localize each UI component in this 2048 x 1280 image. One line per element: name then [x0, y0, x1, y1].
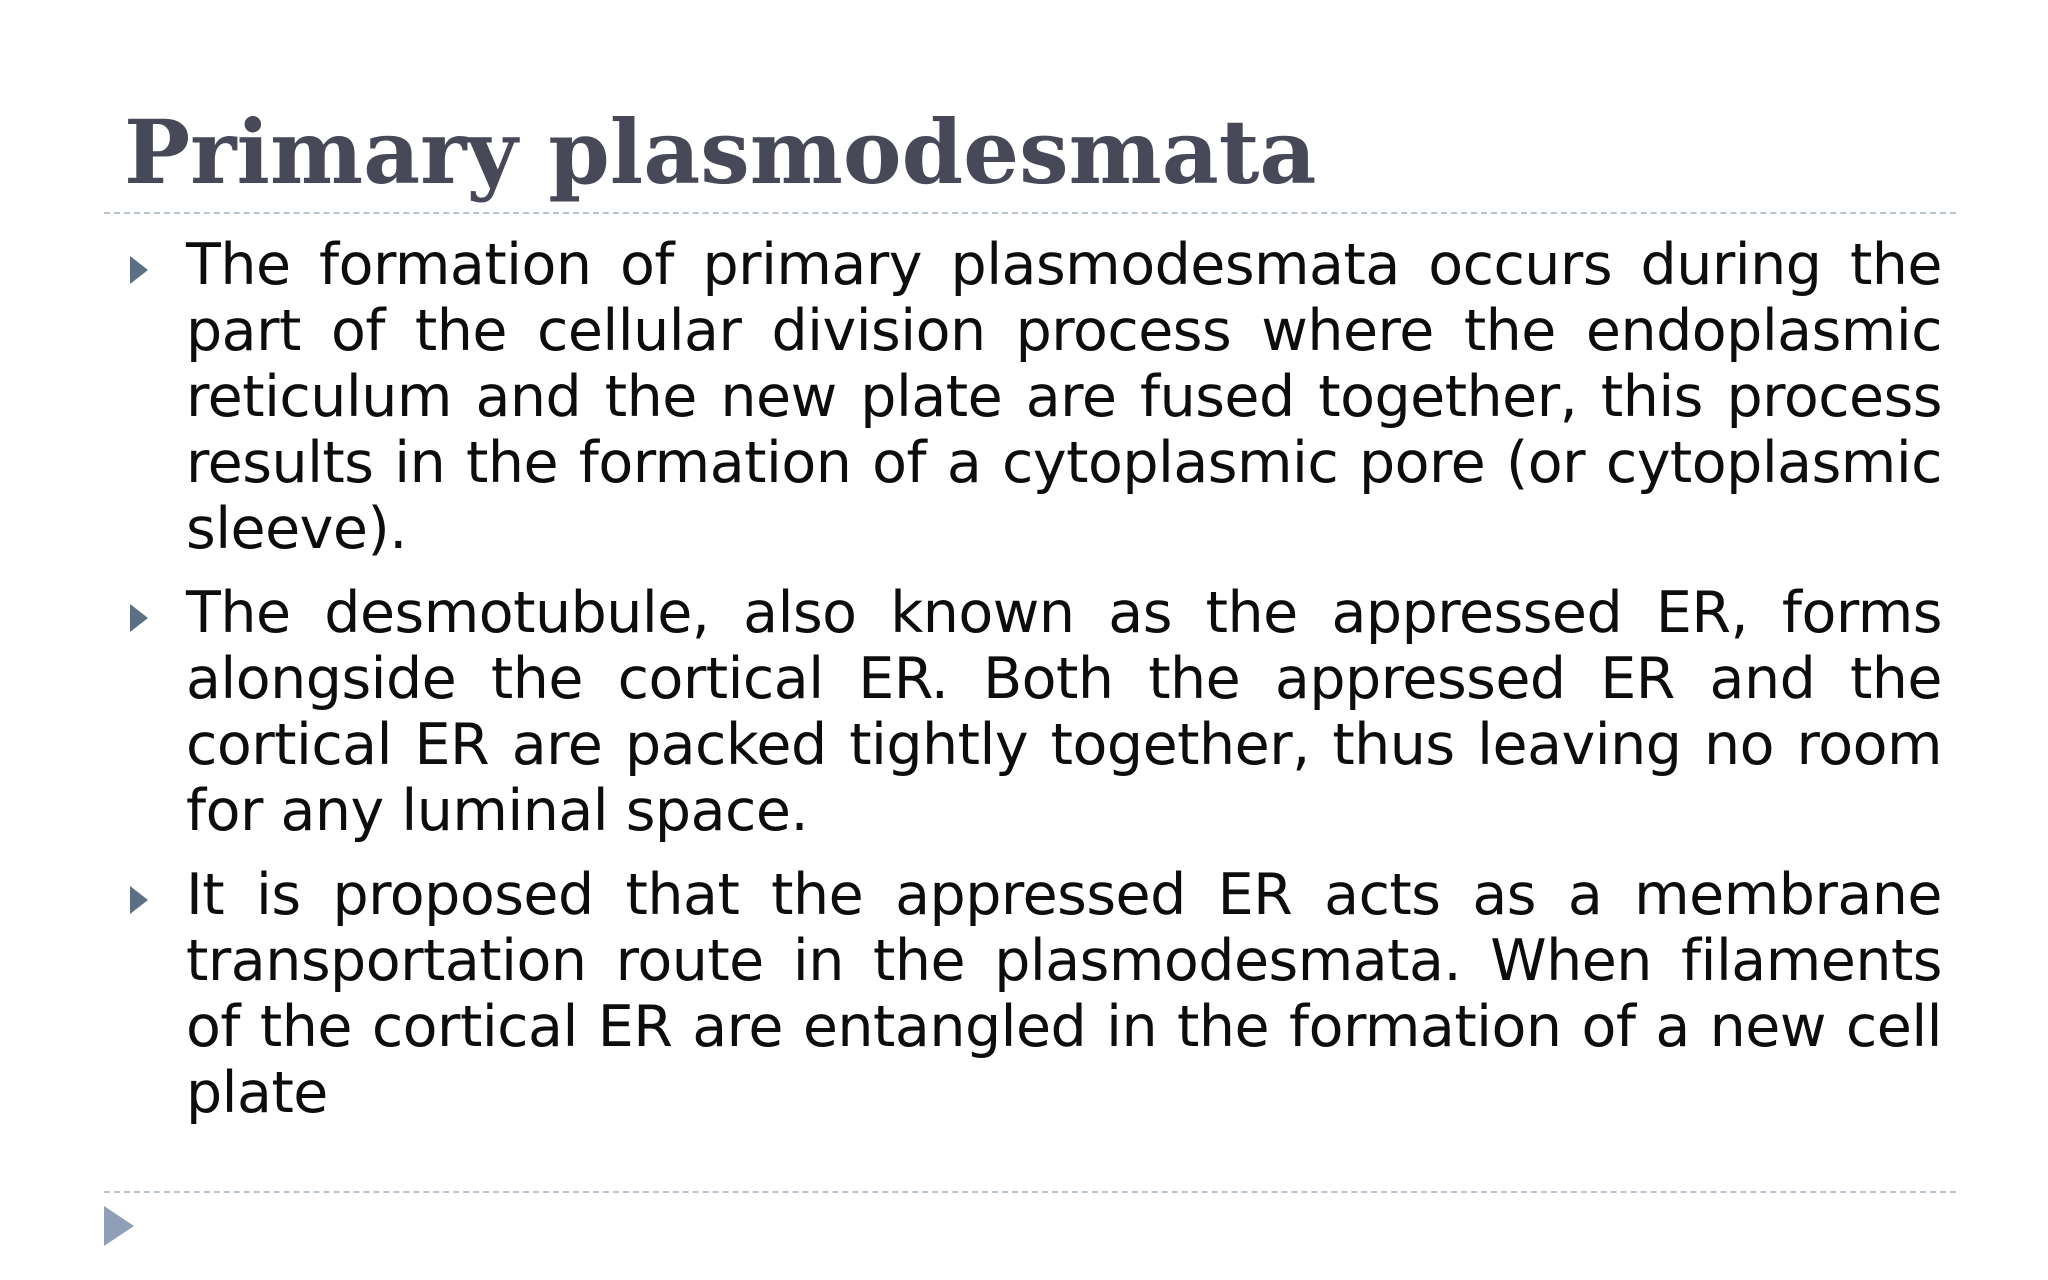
bullet-text: It is proposed that the appressed ER acts as a membrane transportation route in the plasmodesmata. When filaments of the cortical ER are entangled in the formation of a new cell plate	[186, 862, 1942, 1126]
triangle-bullet-icon	[130, 604, 148, 632]
slide-title: Primary plasmodesmata	[124, 100, 1317, 204]
bullet-text: The desmotubule, also known as the appressed ER, forms alongside the cortical ER. Both the appressed ER and the cortical ER are packed tightly together, thus leaving no room for any luminal space.	[186, 580, 1942, 844]
bullet-list	[122, 232, 1942, 1144]
footer-divider	[104, 1191, 1956, 1193]
list-item	[122, 862, 1942, 1126]
title-divider	[104, 212, 1956, 214]
bullet-text: The formation of primary plasmodesmata occurs during the part of the cellular division process where the endoplasmic reticulum and the new plate are fused together, this process results in the formation of a cytoplasmic pore (or cytoplasmic sleeve).	[186, 232, 1942, 562]
triangle-corner-icon	[104, 1206, 134, 1246]
triangle-bullet-icon	[130, 886, 148, 914]
list-item	[122, 232, 1942, 562]
list-item	[122, 580, 1942, 844]
triangle-bullet-icon	[130, 256, 148, 284]
